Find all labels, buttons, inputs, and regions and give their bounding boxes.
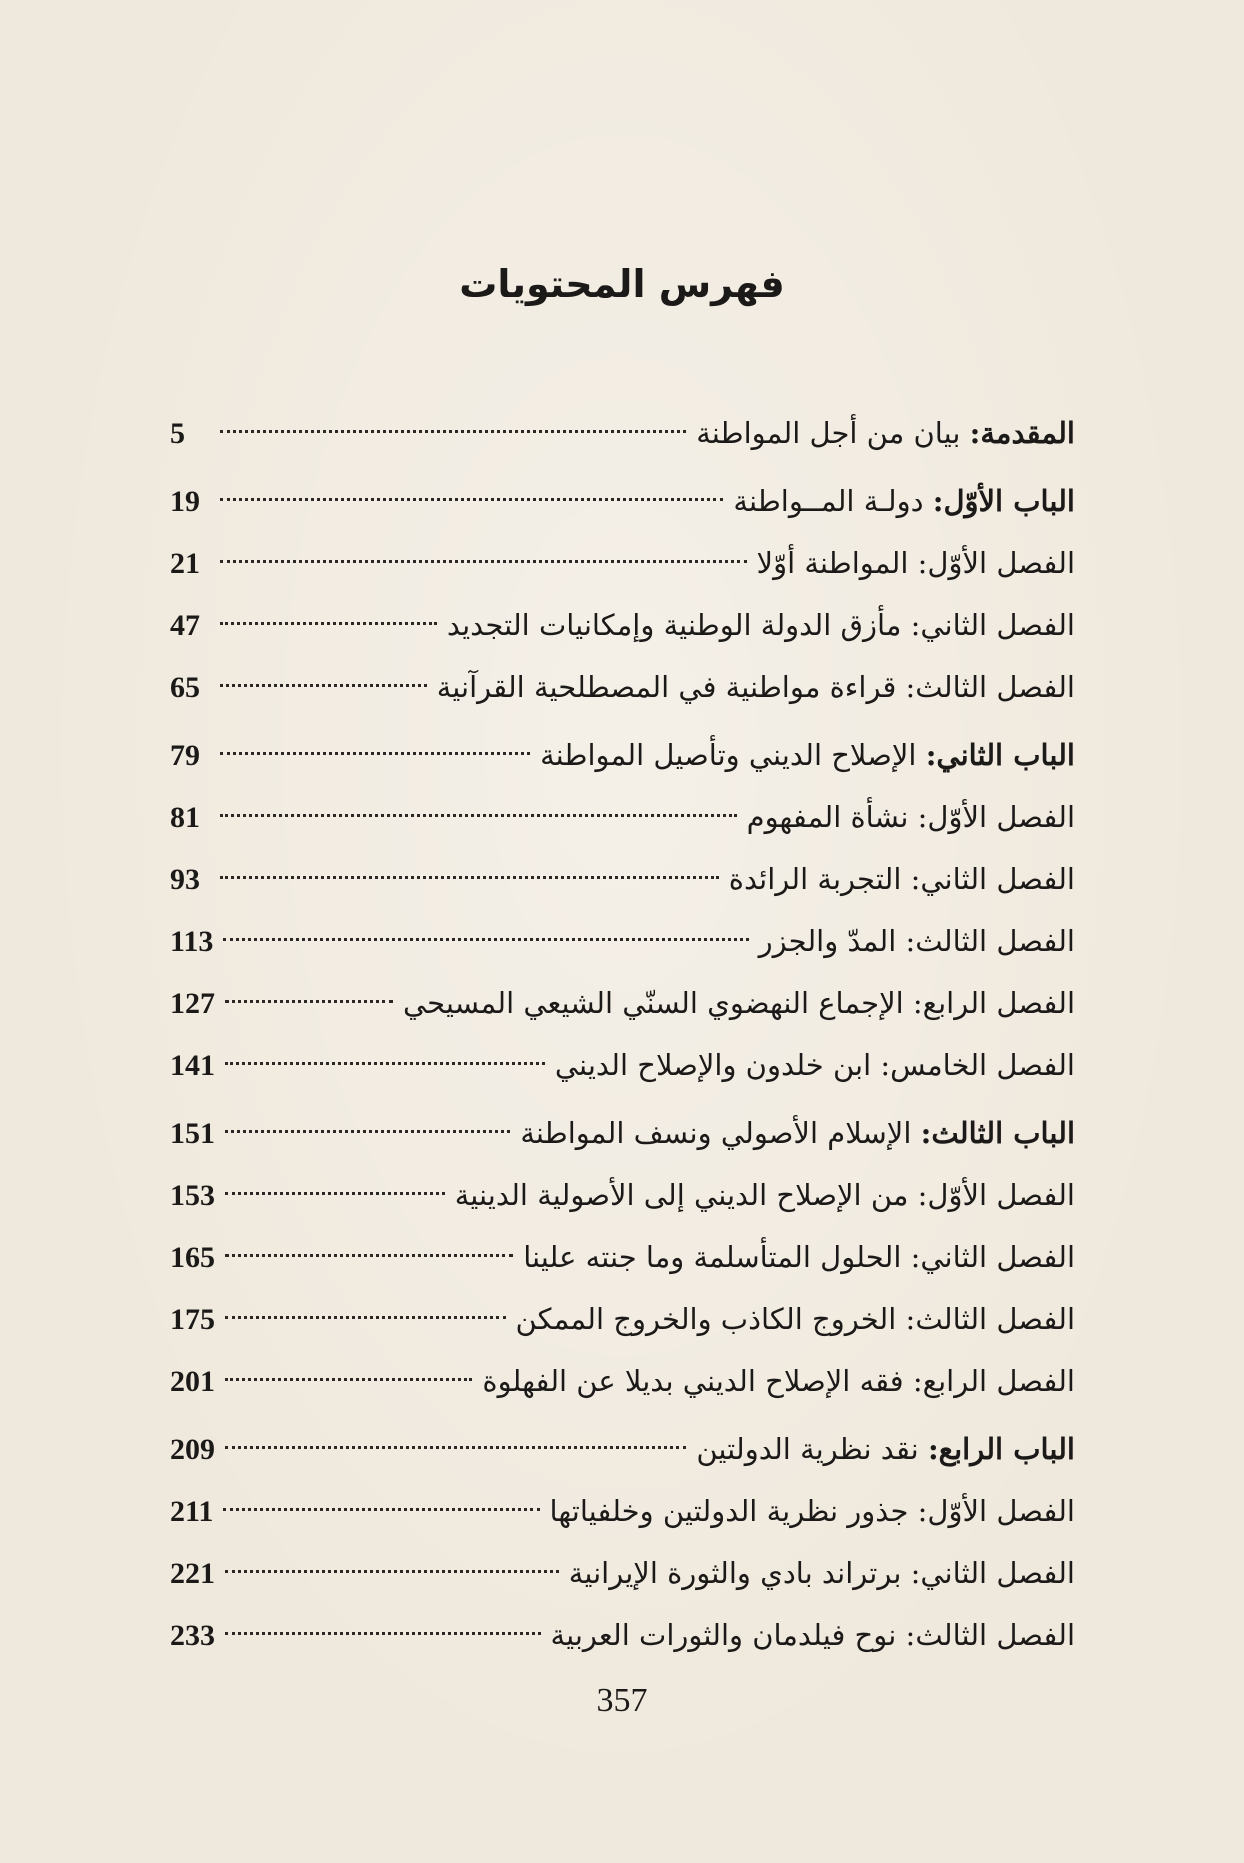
toc-entry-page: 201 (170, 1365, 215, 1398)
toc-entry-title: الفصل الأوّل: نشأة المفهوم (746, 800, 1075, 834)
toc-entry-page: 47 (170, 609, 200, 642)
toc-entry-text (403, 972, 1075, 1034)
toc-entry-label: الباب الثالث: (920, 1116, 1075, 1150)
toc-entry-label: الباب الرابع: (927, 1432, 1075, 1466)
toc-entry-page: 5 (170, 417, 185, 450)
toc-part-entry (170, 724, 1075, 786)
toc-entry-page: 113 (170, 925, 214, 958)
dot-leader (220, 560, 747, 563)
toc-entry-title: الفصل الثاني: مأزق الدولة الوطنية وإمكانيات التجديد (446, 608, 1075, 642)
toc-entry-page: 79 (170, 739, 200, 772)
dot-leader (220, 752, 530, 755)
toc-entry-title: الفصل الثاني: التجربة الرائدة (728, 862, 1075, 896)
toc-entry-text (455, 1164, 1075, 1226)
toc-entry-page: 175 (170, 1303, 215, 1336)
toc-entry-title: الفصل الثالث: الخروج الكاذب والخروج الممكن (515, 1302, 1075, 1336)
toc-chapter-entry (170, 1226, 1075, 1288)
toc-chapter-entry (170, 972, 1075, 1034)
toc-entry-text (540, 724, 1075, 786)
dot-leader (225, 1130, 510, 1133)
toc-part-entry (170, 1102, 1075, 1164)
toc-part-entry (170, 470, 1075, 532)
dot-leader (225, 1192, 445, 1195)
toc-entry-text (696, 402, 1075, 464)
dot-leader (225, 1316, 506, 1319)
table-of-contents (170, 396, 1075, 1666)
toc-entry-page: 233 (170, 1619, 215, 1652)
toc-entry-text (729, 848, 1075, 910)
toc-entry-title: الفصل الأوّل: المواطنة أوّلا (756, 546, 1075, 580)
toc-entry-text (550, 1480, 1075, 1542)
toc-entry-text (757, 532, 1075, 594)
toc-entry-title: الفصل الرابع: الإجماع النهضوي السنّي الشيعي المسيحي (402, 986, 1075, 1020)
toc-chapter-entry (170, 1480, 1075, 1542)
dot-leader (225, 1000, 393, 1003)
toc-entry-text (520, 1102, 1075, 1164)
toc-entry-page: 165 (170, 1241, 215, 1274)
toc-entry-text (733, 470, 1075, 532)
toc-entry-title: الفصل الخامس: ابن خلدون والإصلاح الديني (554, 1048, 1075, 1082)
dot-leader (225, 1570, 559, 1573)
toc-chapter-entry (170, 656, 1075, 718)
dot-leader (225, 1378, 472, 1381)
toc-chapter-entry (170, 532, 1075, 594)
toc-entry-title: الفصل الثاني: الحلول المتأسلمة وما جنته علينا (523, 1240, 1075, 1274)
toc-chapter-entry (170, 848, 1075, 910)
toc-entry-page: 153 (170, 1179, 215, 1212)
dot-leader (225, 1632, 541, 1635)
toc-part-entry (170, 1418, 1075, 1480)
toc-entry-title: بيان من أجل المواطنة (696, 416, 970, 450)
toc-chapter-entry (170, 1288, 1075, 1350)
toc-entry-label: المقدمة: (969, 416, 1075, 450)
toc-entry-text (516, 1288, 1075, 1350)
dot-leader (225, 1062, 545, 1065)
toc-entry-title: دولـة المــواطنة (733, 484, 933, 518)
toc-chapter-entry (170, 1034, 1075, 1096)
toc-chapter-entry (170, 1164, 1075, 1226)
toc-entry-page: 221 (170, 1557, 215, 1590)
dot-leader (220, 622, 437, 625)
toc-entry-label: الباب الأوّل: (932, 484, 1075, 518)
toc-chapter-entry (170, 1350, 1075, 1412)
dot-leader (220, 430, 686, 433)
toc-entry-title: الفصل الثالث: نوح فيلدمان والثورات العربية (550, 1618, 1075, 1652)
toc-entry-page: 93 (170, 863, 200, 896)
toc-entry-page: 209 (170, 1433, 215, 1466)
toc-entry-text (437, 656, 1075, 718)
dot-leader (220, 498, 723, 501)
toc-entry-page: 211 (170, 1495, 214, 1528)
toc-chapter-entry (170, 910, 1075, 972)
toc-chapter-entry (170, 594, 1075, 656)
dot-leader (220, 684, 427, 687)
toc-entry-text (523, 1226, 1075, 1288)
toc-entry-title: الفصل الثالث: المدّ والجزر (758, 924, 1075, 958)
dot-leader (225, 1254, 513, 1257)
toc-entry-title: الفصل الرابع: فقه الإصلاح الديني بديلا عن الفهلوة (482, 1364, 1075, 1398)
toc-entry-text (696, 1418, 1075, 1480)
dot-leader (220, 814, 737, 817)
toc-entry-page: 151 (170, 1117, 215, 1150)
toc-entry-page: 65 (170, 671, 200, 704)
toc-entry-text (551, 1604, 1075, 1666)
toc-entry-text (747, 786, 1075, 848)
toc-entry-title: نقد نظرية الدولتين (696, 1432, 928, 1466)
toc-entry-text (555, 1034, 1075, 1096)
toc-entry-label: الباب الثاني: (925, 738, 1075, 772)
dot-leader (220, 876, 719, 879)
toc-entry-page: 81 (170, 801, 200, 834)
toc-entry-title: الفصل الثالث: قراءة مواطنية في المصطلحية القرآنية (436, 670, 1075, 704)
toc-entry-title: الفصل الثاني: برتراند بادي والثورة الإيرانية (568, 1556, 1075, 1590)
toc-chapter-entry (170, 1604, 1075, 1666)
toc-entry-text (759, 910, 1075, 972)
toc-entry-page: 127 (170, 987, 215, 1020)
dot-leader (223, 938, 748, 941)
toc-entry-page: 21 (170, 547, 200, 580)
toc-entry-page: 141 (170, 1049, 215, 1082)
toc-entry-title: الإصلاح الديني وتأصيل المواطنة (540, 738, 926, 772)
toc-chapter-entry (170, 1542, 1075, 1604)
toc-part-entry (170, 402, 1075, 464)
toc-chapter-entry (170, 786, 1075, 848)
dot-leader (225, 1446, 686, 1449)
dot-leader (223, 1508, 539, 1511)
toc-entry-text (482, 1350, 1075, 1412)
toc-entry-page: 19 (170, 485, 200, 518)
toc-entry-title: الفصل الأوّل: من الإصلاح الديني إلى الأصولية الدينية (454, 1178, 1075, 1212)
toc-entry-text (447, 594, 1075, 656)
toc-entry-title: الإسلام الأصولي ونسف المواطنة (520, 1116, 921, 1150)
page-number: 357 (596, 1682, 648, 1719)
page-title: فهرس المحتويات (459, 262, 785, 306)
toc-entry-title: الفصل الأوّل: جذور نظرية الدولتين وخلفياتها (549, 1494, 1075, 1528)
toc-entry-text (569, 1542, 1075, 1604)
